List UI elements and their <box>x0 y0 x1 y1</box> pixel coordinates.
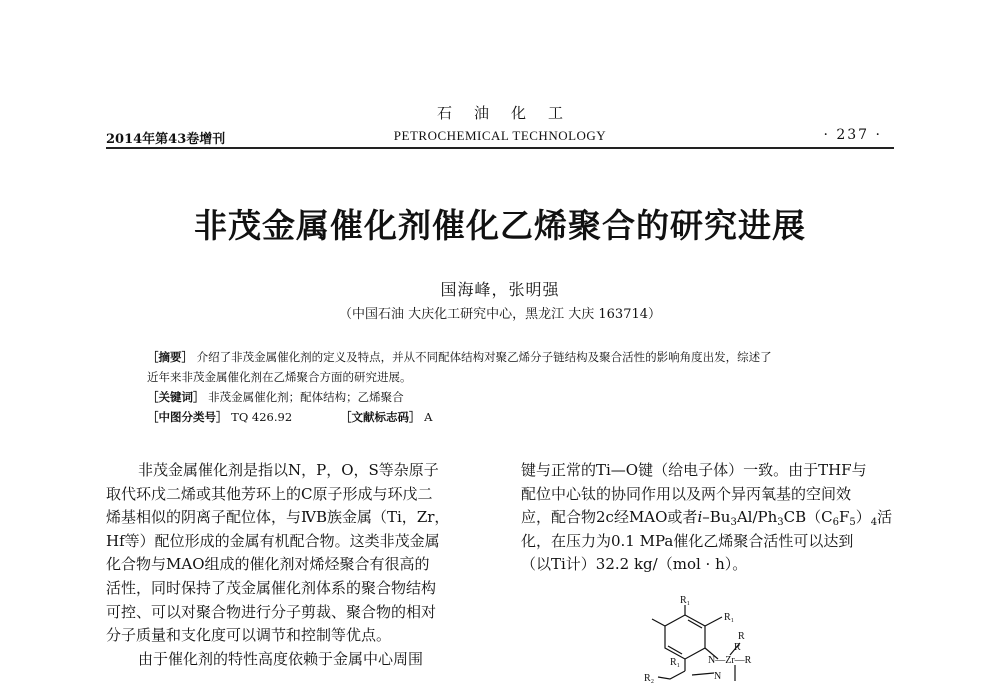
right-line-4: 化，在压力为0.1 MPa催化乙烯聚合活性可以达到 <box>521 531 854 550</box>
left-line-3: 烯基相似的阴离子配位体，与ⅣB族金属（Ti，Zr， <box>106 508 450 527</box>
label-r2: R₂ <box>644 673 655 684</box>
right-column <box>521 459 892 577</box>
keywords-label: ［关键词］ <box>147 390 205 404</box>
clc-label: ［中图分类号］ <box>147 410 228 424</box>
label-r1-top: R₁ <box>680 595 691 606</box>
abstract-text-1: 介绍了非茂金属催化剂的定义及特点，并从不同配体结构对聚乙烯分子链结构及聚合活性的影响角度出发，综述了 <box>196 350 772 364</box>
header-rule <box>106 147 894 149</box>
left-line-2: 取代环戊二烯或其他芳环上的C原子形成与环戊二 <box>106 484 433 503</box>
label-r-top: R <box>738 631 745 642</box>
abstract-label: ［摘要］ <box>147 350 193 364</box>
doc-code: A <box>424 410 433 424</box>
label-n-zr-r: N—Zr—R <box>708 655 752 666</box>
label-n-lower: N <box>714 671 722 682</box>
classification-line <box>147 409 292 425</box>
right-line-1: 键与正常的Ti—O键（给电子体）一致。由于THF与 <box>521 461 867 479</box>
left-line-8: 分子质量和支化度可以调节和控制等优点。 <box>106 626 392 645</box>
left-line-6: 活性，同时保持了茂金属催化剂体系的聚合物结构 <box>106 578 437 597</box>
label-r1-right: R₁ <box>724 612 735 623</box>
chemical-structure-figure <box>630 593 800 684</box>
paper-title: 非茂金属催化剂催化乙烯聚合的研究进展 <box>194 206 806 245</box>
label-r1-lower: R₁ <box>670 657 681 668</box>
affiliation: （中国石油 大庆化工研究中心，黑龙江 大庆 163714） <box>338 307 662 322</box>
keywords-line <box>147 389 404 405</box>
journal-title-cn: 石油化工 <box>436 104 585 122</box>
doc-code-label: ［文献标志码］ <box>340 410 421 424</box>
abstract-line-1 <box>147 349 772 365</box>
doc-code-line <box>340 409 432 425</box>
right-line-2: 配位中心钛的协同作用以及两个异丙氧基的空间效 <box>521 484 852 503</box>
left-line-5: 化合物与MAO组成的催化剂对烯烃聚合有很高的 <box>106 555 430 574</box>
left-line-1: 非茂金属催化剂是指以N，P，O，S等杂原子 <box>138 461 439 479</box>
abstract-line-2: 近年来非茂金属催化剂在乙烯聚合方面的研究进展。 <box>147 370 412 384</box>
left-line-7: 可控、可以对聚合物进行分子剪裁、聚合物的相对 <box>106 602 437 621</box>
authors: 国海峰，张明强 <box>440 280 560 299</box>
left-line-9: 由于催化剂的特性高度依赖于金属中心周围 <box>138 649 424 668</box>
right-line-3: 应，配合物2c经MAO或者$i-Bu_3Al/Ph_3CB(C_6F_5)_4$活 <box>521 508 893 529</box>
left-line-4: Hf等）配位形成的金属有机配合物。这类非茂金属 <box>106 531 440 550</box>
label-r-upper: R <box>734 642 741 653</box>
journal-title-en: PETROCHEMICAL TECHNOLOGY <box>393 128 607 143</box>
right-line-5: （以Ti计）32.2 kg/（mol · h）。 <box>521 555 748 574</box>
clc-code: TQ 426.92 <box>231 410 293 424</box>
left-column <box>106 459 449 671</box>
keywords: 非茂金属催化剂；配体结构；乙烯聚合 <box>208 390 404 404</box>
page-number: · 237 · <box>823 127 882 143</box>
issue-info: 2014年第43卷增刊 <box>106 132 226 147</box>
